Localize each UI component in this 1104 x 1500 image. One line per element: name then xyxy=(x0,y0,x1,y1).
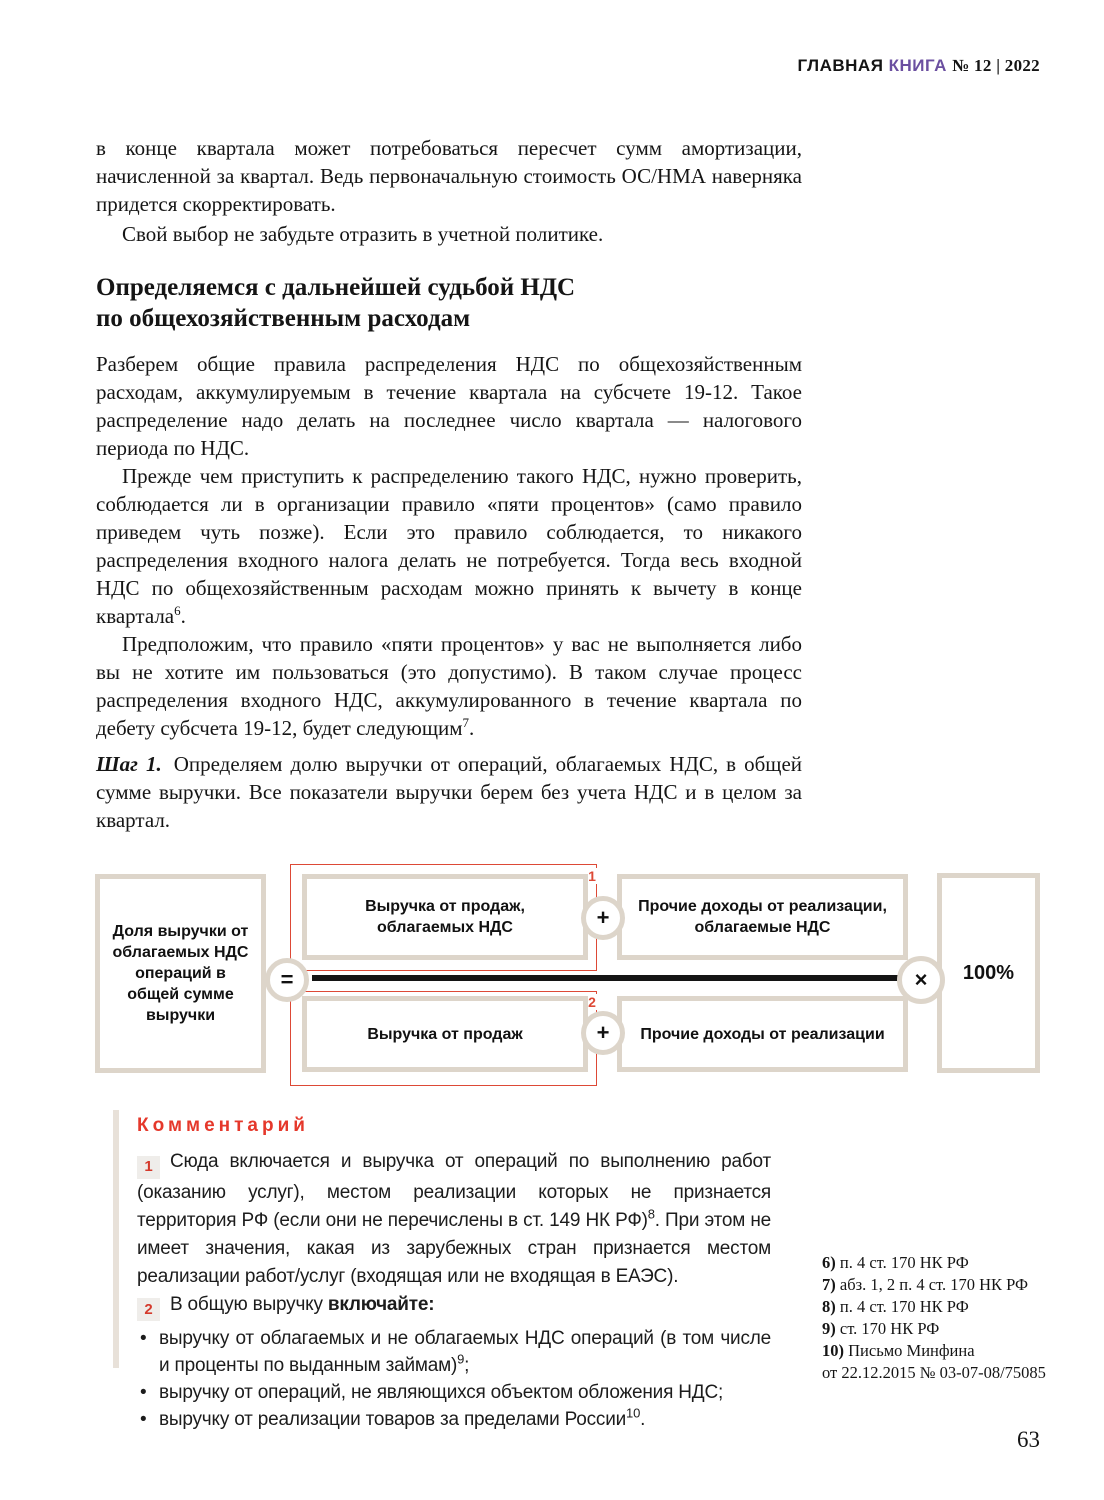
plus-icon-denominator: + xyxy=(581,1011,625,1055)
footnote-9-number: 9) xyxy=(822,1319,836,1338)
footnote-7 xyxy=(822,1274,1052,1296)
numerator-box-sales: Выручка от продаж, облагаемых НДС xyxy=(302,874,588,960)
note-badge-2: 2 xyxy=(137,1298,160,1321)
footnote-9 xyxy=(822,1318,1052,1340)
sentence-end: . xyxy=(180,604,186,628)
section-heading-line2: по общехозяйственным расходам xyxy=(96,305,471,332)
result-box: Доля выручки от облагаемых НДС операций в общей сумме выручки xyxy=(95,874,266,1073)
bullet-1-tail: ; xyxy=(464,1355,470,1376)
denominator-box-sales: Выручка от продаж xyxy=(302,996,588,1072)
footnote-10-text-line2: от 22.12.2015 № 03-07-08/75085 xyxy=(822,1363,1046,1382)
footnote-6-number: 6) xyxy=(822,1253,836,1272)
note-1-text: Сюда включается и выручка от операций по выполнению работ (оказанию услуг), местом реализации которых не признается территория РФ (если они не перечислены в ст. 149 НК РФ) xyxy=(137,1151,771,1231)
percent-box: 100% xyxy=(937,873,1040,1073)
paragraph-intro: в конце квартала может потребоваться пересчет сумм амортизации, начисленной за квартал. Ведь первоначальную стоимость ОС/НМА наверняка придется скорректировать. xyxy=(96,136,802,216)
page-header xyxy=(0,56,1040,76)
note-2-bold: включайте: xyxy=(327,1293,435,1315)
footnote-ref-6: 6 xyxy=(174,603,181,618)
footnote-6-text: п. 4 ст. 170 НК РФ xyxy=(839,1253,969,1272)
magazine-title-purple: КНИГА xyxy=(888,56,947,75)
issue-number: № 12 | 2022 xyxy=(952,56,1040,75)
footnote-7-text: абз. 1, 2 п. 4 ст. 170 НК РФ xyxy=(839,1275,1029,1294)
note-2-text: В общую выручку xyxy=(170,1293,328,1315)
paragraph-assume-text: Предположим, что правило «пяти процентов» у вас не выполняется либо вы не хотите им пользоваться (это допустимо). В таком случае процесс распределения входного НДС, аккумулированного в течение квартала по дебету субсчета 19-12, будет следующим xyxy=(96,632,802,740)
step1-text: Определяем долю выручки от операций, облагаемых НДС, в общей сумме выручки. Все показатели выручки берем без учета НДС и в целом за квартал. xyxy=(96,752,803,832)
paragraph-five-percent-text: Прежде чем приступить к распределению такого НДС, нужно проверить, соблюдается ли в организации правило «пяти процентов» (само правило приведем чуть позже). Если это правило соблюдается, то никакого распределения входного налога делать не потребуется. Тогда весь входной НДС по общехозяйственным расходам можно принять к вычету в конце квартала xyxy=(96,464,802,628)
formula-diagram xyxy=(95,862,1040,1086)
plus-icon-numerator: + xyxy=(581,896,625,940)
comment-marker-1: 1 xyxy=(583,868,601,884)
revenue-bullet-list xyxy=(137,1325,771,1433)
multiply-icon: × xyxy=(897,956,945,1004)
footnote-ref-10: 10 xyxy=(626,1405,641,1421)
note-1-rest: . При этом не имеет значения, какая из зарубежных стран признается местом реализации работ/услуг (входящая или не входящая в ЕАЭС). xyxy=(137,1209,771,1287)
footnote-7-number: 7) xyxy=(822,1275,836,1294)
footnote-8-text: п. 4 ст. 170 НК РФ xyxy=(839,1297,969,1316)
bullet-1-text: выручку от облагаемых и не облагаемых НДС операций (в том числе и проценты по выданным займам) xyxy=(159,1328,771,1376)
footnote-8-number: 8) xyxy=(822,1297,836,1316)
footnotes-column xyxy=(822,1252,1052,1384)
comment-title: Комментарий xyxy=(137,1115,309,1136)
paragraph-five-percent xyxy=(96,462,802,630)
comment-note-2 xyxy=(137,1291,771,1322)
footnote-10-text: Письмо Минфина xyxy=(848,1341,975,1360)
section-heading-line1: Определяемся с дальнейшей судьбой НДС xyxy=(96,274,576,301)
list-item xyxy=(137,1325,771,1379)
footnote-ref-8: 8 xyxy=(647,1206,655,1222)
footnote-8 xyxy=(822,1296,1052,1318)
footnote-10-number: 10) xyxy=(822,1341,844,1360)
footnote-9-text: ст. 170 НК РФ xyxy=(839,1319,940,1338)
footnote-ref-9: 9 xyxy=(457,1351,465,1367)
step1-label: Шаг 1. xyxy=(96,752,162,776)
comment-side-rule xyxy=(113,1110,119,1368)
footnote-10 xyxy=(822,1340,1052,1384)
footnote-6 xyxy=(822,1252,1052,1274)
comment-marker-2: 2 xyxy=(583,994,601,1010)
equals-icon: = xyxy=(265,958,309,1002)
note-badge-1: 1 xyxy=(137,1156,160,1179)
bullet-icon: • xyxy=(140,1328,147,1349)
page-number: 63 xyxy=(1017,1427,1040,1452)
bullet-icon: • xyxy=(140,1382,147,1403)
bullet-3-text: выручку от реализации товаров за пределами России xyxy=(159,1409,627,1430)
magazine-title-black: ГЛАВНАЯ xyxy=(797,56,884,75)
footnote-ref-7: 7 xyxy=(462,715,470,730)
list-item xyxy=(137,1379,771,1406)
denominator-box-other-income: Прочие доходы от реализации xyxy=(617,996,908,1072)
paragraph-assume xyxy=(96,630,802,742)
fraction-line xyxy=(312,975,898,981)
paragraph-intro-2: Свой выбор не забудьте отразить в учетной политике. xyxy=(122,222,604,246)
sentence-end: . xyxy=(469,716,475,740)
bullet-icon: • xyxy=(140,1409,147,1430)
paragraph-rules: Разберем общие правила распределения НДС по общехозяйственным расходам, аккумулируемым в течение квартала на субсчете 19-12. Такое распределение надо делать на последнее число квартала — налогового периода по НДС. xyxy=(96,352,802,460)
comment-content xyxy=(137,1108,771,1433)
paragraph-step1 xyxy=(96,750,802,834)
bullet-3-tail: . xyxy=(640,1409,646,1430)
section-heading xyxy=(96,272,802,334)
bullet-2-text: выручку от операций, не являющихся объектом обложения НДС; xyxy=(159,1382,724,1403)
comment-note-1 xyxy=(137,1148,771,1291)
numerator-box-other-income: Прочие доходы от реализации, облагаемые НДС xyxy=(617,874,908,960)
list-item xyxy=(137,1406,771,1433)
